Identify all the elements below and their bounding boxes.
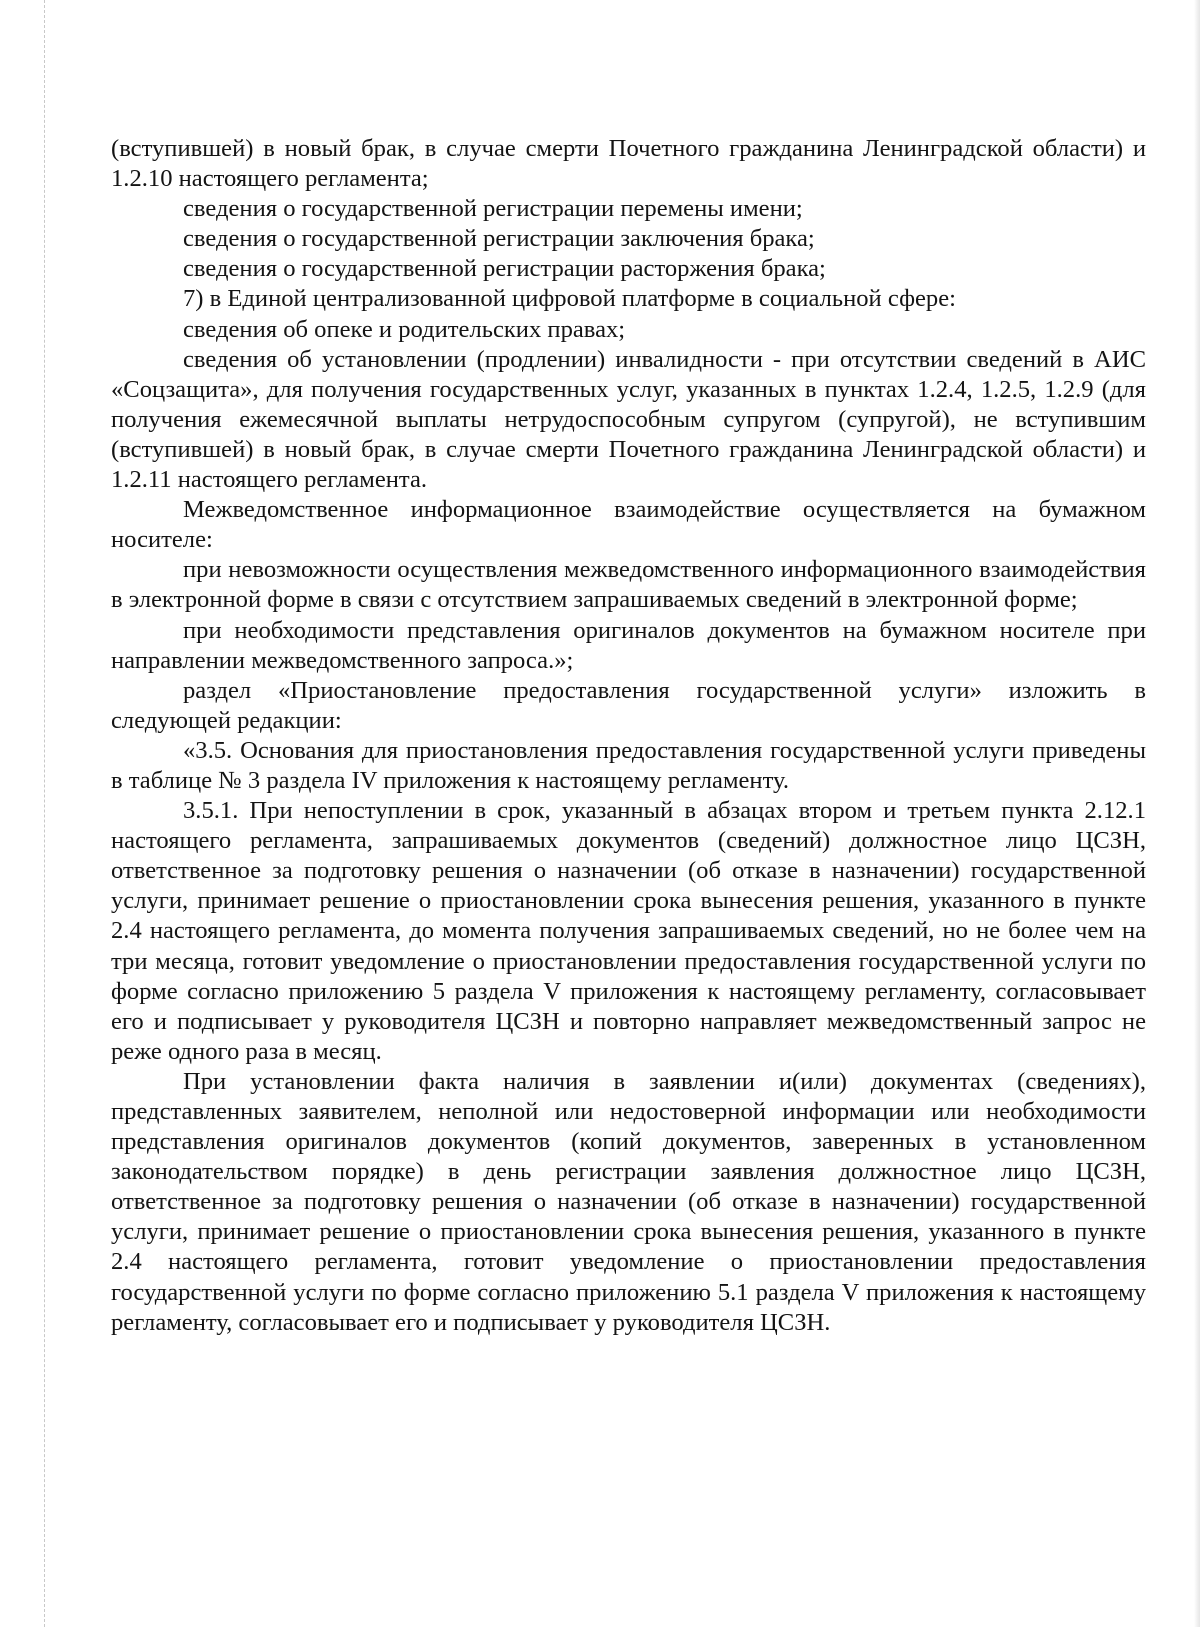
paragraph: при необходимости представления оригиналов документов на бумажном носителе при направлении межведомственного запроса.»; [111,616,1146,674]
document-body [111,134,1146,1338]
paragraph: Межведомственное информационное взаимодействие осуществляется на бумажном носителе: [111,496,1146,554]
scan-margin-line [44,0,45,1627]
paragraph: При установлении факта наличия в заявлении и(или) документах (сведениях), представленных заявителем, неполной или недостоверной информации или необходимости представления оригиналов документов (копий документов, заверенных в установленном законодательством порядке) в день регистрации заявления должностное лицо ЦСЗН, ответственное за подготовку решения о назначении (об отказе в назначении) государственной услуги, принимает решение о приостановлении срока вынесения решения, указанного в пункте 2.4 настоящего регламента, готовит уведомление о приостановлении предоставления государственной услуги по форме согласно приложению 5.1 раздела V приложения к настоящему регламенту, согласовывает его и подписывает у руководителя ЦСЗН. [111,1067,1146,1336]
paragraph: сведения о государственной регистрации перемены имени; [183,195,803,223]
paragraph: сведения о государственной регистрации расторжения брака; [183,255,826,283]
paragraph: сведения об установлении (продлении) инвалидности - при отсутствии сведений в АИС «Соцзащита», для получения государственных услуг, указанных в пунктах 1.2.4, 1.2.5, 1.2.9 (для получения ежемесячной выплаты нетрудоспособным супругом (супругой), не вступившим (вступившей) в новый брак, в случае смерти Почетного гражданина Ленинградской области) и 1.2.11 настоящего регламента. [111,345,1146,494]
scan-edge-shadow [1194,0,1200,1627]
paragraph: раздел «Приостановление предоставления государственной услуги» изложить в следующей редакции: [111,676,1146,734]
paragraph: сведения об опеке и родительских правах; [183,315,626,343]
paragraph: 7) в Единой централизованной цифровой платформе в социальной сфере: [183,285,956,313]
paragraph: «3.5. Основания для приостановления предоставления государственной услуги приведены в таблице № 3 раздела IV приложения к настоящему регламенту. [111,736,1146,794]
paragraph: (вступившей) в новый брак, в случае смерти Почетного гражданина Ленинградской области) и 1.2.10 настоящего регламента; [111,135,1146,193]
paragraph: сведения о государственной регистрации заключения брака; [183,225,815,253]
paragraph: при невозможности осуществления межведомственного информационного взаимодействия в электронной форме в связи с отсутствием запрашиваемых сведений в электронной форме; [111,556,1146,614]
paragraph: 3.5.1. При непоступлении в срок, указанный в абзацах втором и третьем пункта 2.12.1 настоящего регламента, запрашиваемых документов (сведений) должностное лицо ЦСЗН, ответственное за подготовку решения о назначении (об отказе в назначении) государственной услуги, принимает решение о приостановлении срока вынесения решения, указанного в пункте 2.4 настоящего регламента, до момента получения запрашиваемых сведений, но не более чем на три месяца, готовит уведомление о приостановлении предоставления государственной услуги по форме согласно приложению 5 раздела V приложения к настоящему регламенту, согласовывает его и подписывает у руководителя ЦСЗН и повторно направляет межведомственный запрос не реже одного раза в месяц. [111,797,1146,1065]
